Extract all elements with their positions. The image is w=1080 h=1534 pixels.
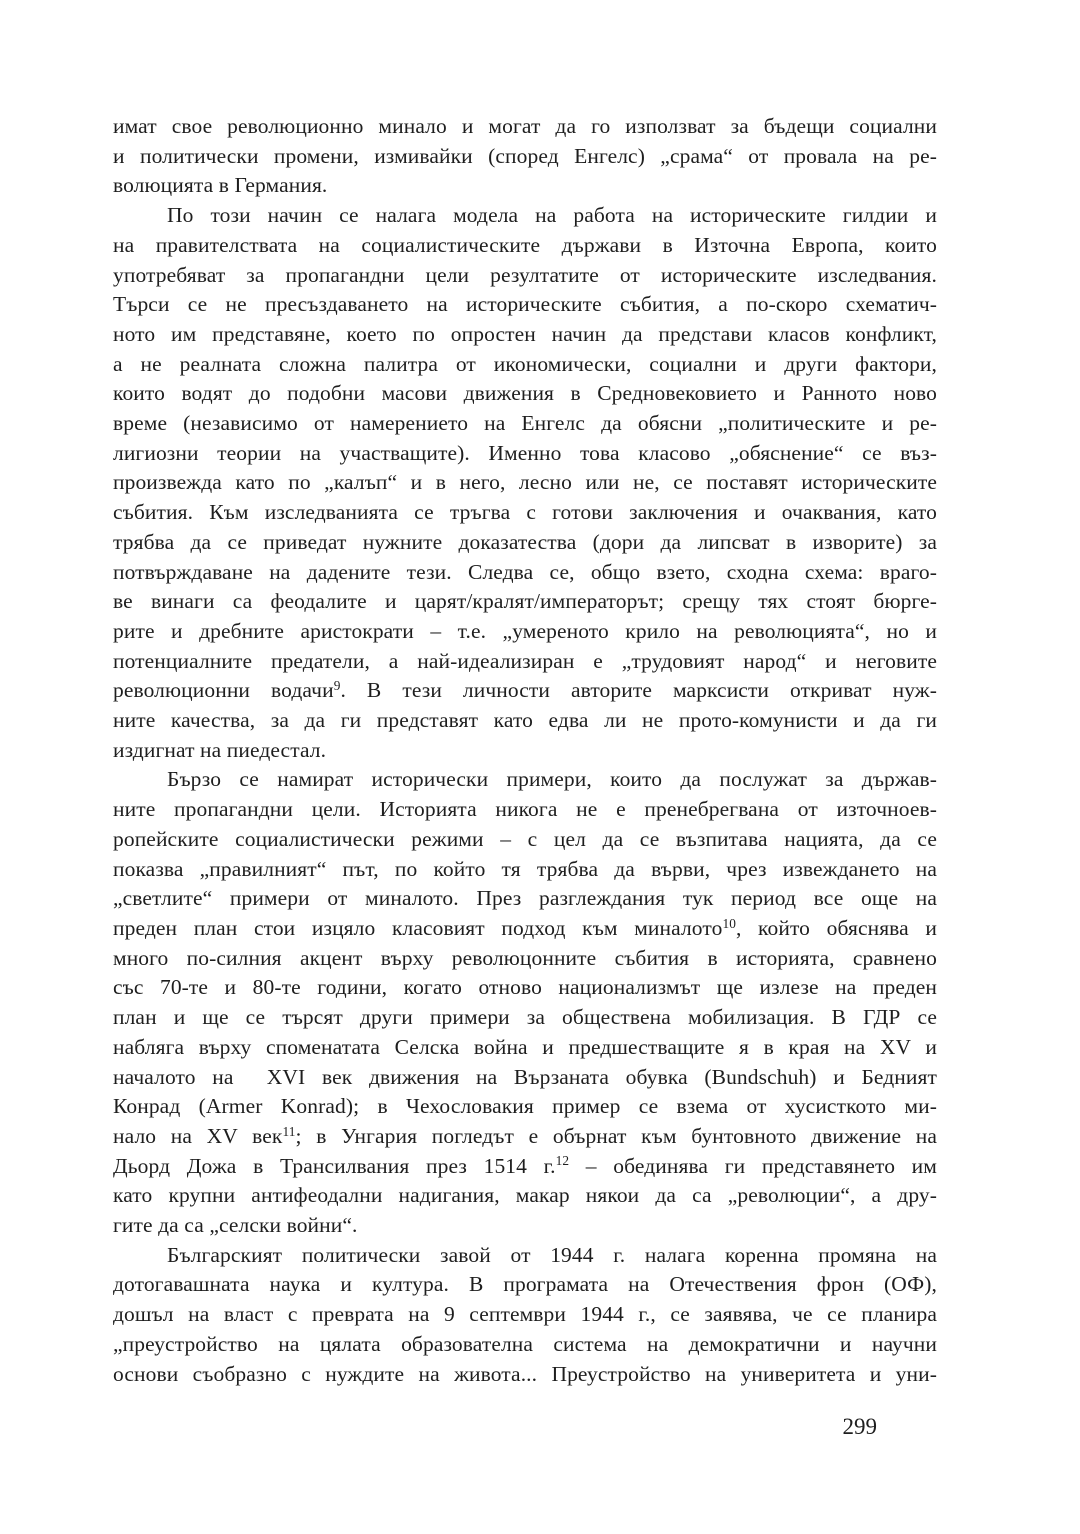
text-line: дошъл на власт с преврата на 9 септември 1944 г., се заявява, че се планира [113,1302,937,1327]
text-line: набляга върху споменатата Селска война и предшестващите я в края на XV и [113,1034,937,1059]
paragraph [113,201,937,765]
text-line: ните пропагандни цели. Историята никога не е пренебрегвана от източноев- [113,797,937,822]
text-line: ното им представяне, което по опростен начин да представи класов конфликт, [113,321,937,346]
text-line: на правителствата на социалистическите държави в Източна Европа, които [113,232,937,257]
text-line: ве винаги са феодалите и царят/кралят/императорът; срещу тях стоят бюрге- [113,589,937,614]
footnote-marker: 10 [722,915,736,931]
text-line: със 70-те и 80-те години, когато отново национализмът ще излезе на преден [113,975,937,1000]
text-line: лигиозни теории на участващите). Именно това класово „обяснение“ се въз- [113,440,937,465]
text-block [113,112,937,1389]
text-line: план и ще се търсят други примери за обществена мобилизация. В ГДР се [113,1005,937,1030]
text-line: и политически промени, измивайки (според Енгелс) „срама“ от провала на ре- [113,143,937,168]
text-line: Търси се не пресъздаването на историческите събития, а по-скоро схематич- [113,292,937,317]
paragraph [113,112,937,201]
text-line: рите и дребните аристократи – т.е. „умереното крило на революцията“, но и [113,618,937,643]
text-line: като крупни антифеодални надигания, макар някои да са „революции“, а дру- [113,1183,937,1208]
text-line: потенциалните предатели, а най-идеализиран е „трудовият народ“ и неговите [113,648,937,673]
text-line: събития. Към изследванията се тръгва с готови заключения и очаквания, като [113,500,937,525]
text-line: употребяват за пропагандни цели резултатите от историческите изследвания. [113,262,937,287]
text-line: „преустройство на цялата образователна система на демократични и научни [113,1331,937,1356]
text-line: потвърждаване на дадените тези. Следва се, общо взето, сходна схема: враго- [113,559,937,584]
paragraph [113,1241,937,1390]
text-line: а не реалната сложна палитра от икономически, социални и други фактори, [113,351,937,376]
paragraph [113,765,937,1240]
text-line: произвежда като по „калъп“ и в него, лесно или не, се поставят историческите [113,470,937,495]
text-line: революционни водачи$^9$. В тези личности авторите марксисти откриват нуж- [113,678,938,703]
text-line: основи съобразно с нуждите на живота... Преустройство на универитета и уни- [113,1361,937,1386]
text-line: издигнат на пиедестал. [113,737,327,762]
page-number: 299 [842,1414,877,1439]
text-line: гите да са „селски войни“. [113,1213,358,1238]
text-line: волюцията в Германия. [113,173,328,198]
text-line: имат свое революционно минало и могат да го използват за бъдещи социални [113,114,937,138]
text-line: Бързо се намират исторически примери, които да послужат за държав- [167,767,937,792]
footnote-marker: 11 [282,1123,296,1139]
footnote-marker: 9 [333,678,341,694]
text-line: По този начин се налага модела на работа на историческите гилдии и [167,203,937,228]
text-line: много по-силния акцент върху революцонните събития в историята, сравнено [113,945,937,970]
footnote-marker: 12 [555,1153,570,1169]
text-line: Дьорд Дожа в Трансилвания през 1514 г.$^{12}$ – обединява ги представянето им [113,1153,937,1178]
text-line: които водят до подобни масови движения в Средновековието и Ранното ново [113,381,937,406]
text-line: ропейските социалистически режими – с цел да се възпитава нацията, да се [113,826,937,851]
text-line: Конрад (Armer Konrad); в Чехословакия пример се взема от хусисткото ми- [113,1094,937,1119]
text-line: дотогавашната наука и култура. В програмата на Отечествения фрон (ОФ), [113,1272,937,1297]
text-line: показва „правилният“ път, по който тя трябва да върви, чрез извеждането на [113,856,937,881]
text-line: нало на XV век$^{11}$; в Унгария погледът е обърнат към бунтовното движение на [113,1123,938,1148]
text-line: началото на XVI век движения на Вързаната обувка (Bundschuh) и Бедният [113,1064,937,1089]
text-line: време (независимо от намерението на Енгелс да обясни „политическите и ре- [113,411,937,436]
text-line: ните качества, за да ги представят като едва ли не прото-комунисти и да ги [113,708,937,733]
text-line: преден план стои изцяло класовият подход към миналото$^{10}$, който обяснява и [113,915,937,940]
text-line: трябва да се приведат нужните доказатества (дори да липсват в изворите) за [113,529,937,554]
text-line: „светлите“ примери от миналото. През разглеждания тук период все още на [113,886,937,911]
text-line: Българският политически завой от 1944 г. налага коренна промяна на [167,1242,937,1267]
